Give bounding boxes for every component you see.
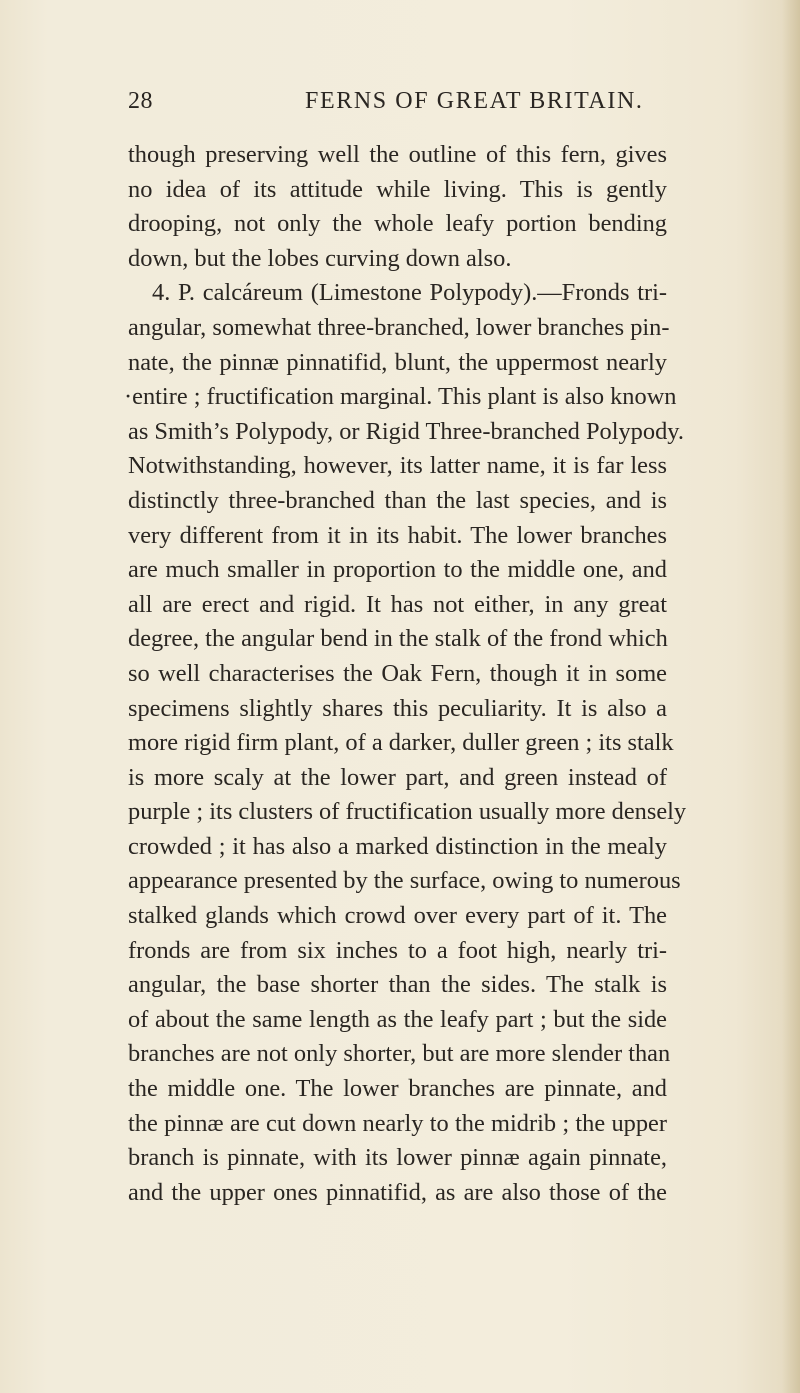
text-line: the pinnæ are cut down nearly to the midrib ; the upper	[128, 1109, 667, 1137]
text-line: branch is pinnate, with its lower pinnæ again pinnate,	[128, 1144, 667, 1172]
text-line: fronds are from six inches to a foot high, nearly tri-	[128, 936, 667, 964]
text-line: distinctly three-branched than the last species, and is	[128, 486, 667, 514]
page-number: 28	[128, 88, 153, 114]
text-line: so well characterises the Oak Fern, though it in some	[128, 659, 667, 687]
text-line: and the upper ones pinnatifid, as are also those of the	[128, 1178, 667, 1206]
text-line: Notwithstanding, however, its latter name, it is far less	[128, 452, 667, 480]
text-line: is more scaly at the lower part, and green instead of	[128, 763, 667, 791]
text-line: of about the same length as the leafy part ; but the side	[128, 1005, 667, 1033]
text-line: drooping, not only the whole leafy portion bending	[128, 210, 667, 238]
text-line: though preserving well the outline of this fern, gives	[128, 141, 667, 168]
text-line: down, but the lobes curving down also.	[128, 244, 512, 272]
text-line: the middle one. The lower branches are pinnate, and	[128, 1075, 667, 1103]
text-line: branches are not only shorter, but are more slender than	[128, 1040, 671, 1068]
text-line: very different from it in its habit. The lower branches	[128, 521, 667, 549]
page-edge-shadow	[782, 0, 800, 1393]
running-head: FERNS OF GREAT BRITAIN.	[305, 88, 644, 114]
text-line: no idea of its attitude while living. This is gently	[128, 175, 667, 203]
text-line: degree, the angular bend in the stalk of the frond which	[128, 625, 668, 653]
text-line: specimens slightly shares this peculiarity. It is also a	[128, 694, 667, 722]
text-line: ·entire ; fructification marginal. This plant is also known	[124, 383, 677, 411]
text-line: appearance presented by the surface, owing to numerous	[128, 867, 681, 895]
text-line: nate, the pinnæ pinnatifid, blunt, the uppermost nearly	[128, 348, 667, 376]
text-line: 4. P. calcáreum (Limestone Polypody).—Fronds tri-	[152, 279, 667, 307]
text-line: all are erect and rigid. It has not either, in any great	[128, 590, 667, 618]
text-line: purple ; its clusters of fructification usually more densely	[128, 798, 687, 826]
text-line: crowded ; it has also a marked distinction in the mealy	[128, 832, 667, 860]
text-line: angular, somewhat three-branched, lower branches pin-	[128, 313, 670, 341]
text-line: stalked glands which crowd over every part of it. The	[128, 902, 667, 930]
text-line: are much smaller in proportion to the middle one, and	[128, 556, 667, 584]
text-line: angular, the base shorter than the sides. The stalk is	[128, 971, 667, 999]
page-header	[0, 88, 800, 122]
text-line: as Smith’s Polypody, or Rigid Three-branched Polypody.	[128, 417, 684, 445]
text-line: more rigid firm plant, of a darker, duller green ; its stalk	[128, 729, 674, 757]
body-text	[124, 138, 687, 1210]
